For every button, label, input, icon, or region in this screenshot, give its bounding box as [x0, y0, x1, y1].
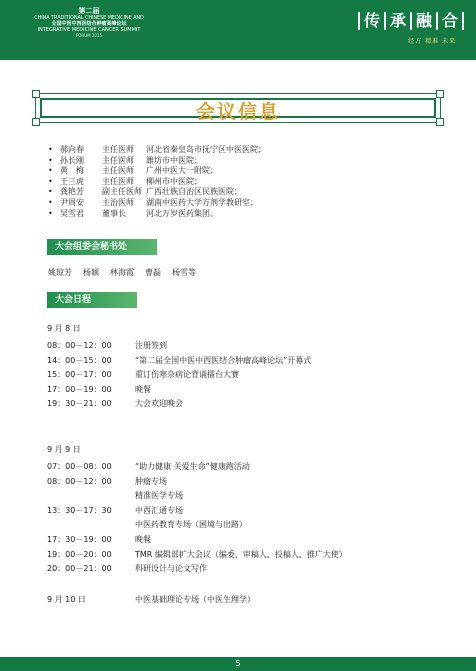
row-time: 08：00－12：00 — [47, 476, 112, 486]
page-title: 会议信息 — [195, 101, 280, 123]
schedule-row — [47, 475, 347, 490]
slogan-char: 合 — [441, 11, 458, 30]
slogan — [358, 12, 464, 45]
row-time — [47, 518, 135, 533]
list-item: • 黄 梅 主任医师 广州中医大一附院； — [48, 166, 218, 176]
slogan-divider — [358, 12, 360, 30]
row-time: 15：00－17：00 — [47, 370, 112, 380]
summit-forum-year: FORUM 2015 — [75, 33, 103, 38]
slogan-divider — [462, 12, 464, 30]
list-item: • 尹周安 主治医师 湖南中医药大学方剂学教研室； — [48, 197, 258, 207]
row-event: 晚餐 — [135, 384, 151, 394]
member-title: 主任医师 — [102, 155, 134, 165]
secretary-name: 曹磊 — [145, 268, 161, 277]
member-org: 柳州市中医院； — [146, 176, 202, 186]
schedule-row — [47, 562, 347, 577]
schedule-row — [47, 548, 347, 563]
schedule-row — [47, 339, 347, 354]
slogan-char: 融 — [415, 11, 432, 30]
schedule-row — [47, 533, 347, 548]
secretary-name: 杨颖 — [83, 268, 99, 277]
row-time: 13：30－17：30 — [47, 505, 112, 515]
list-item: • 王三虎 主任医师 柳州市中医院； — [48, 176, 202, 186]
row-event: 晚餐 — [135, 534, 151, 544]
member-org: 湖南中医药大学方剂学教研室； — [146, 197, 258, 207]
schedule-row — [47, 354, 347, 369]
row-event: 中西汇通专场 — [135, 505, 183, 515]
member-name: 尹周安 — [60, 197, 84, 207]
secretary-name: 杨雪等 — [172, 268, 196, 277]
row-time: 08：00－12：00 — [47, 341, 112, 350]
secretary-name: 姚琼芳 — [48, 268, 72, 277]
member-title: 主任医师 — [102, 145, 134, 154]
row-event: 重订伤寒杂病论背诵擂台大赛 — [135, 370, 239, 380]
row-event: 肿瘤专场 — [135, 476, 167, 486]
schedule — [47, 322, 347, 607]
member-org: 河北省秦皇岛市抚宁区中医医院； — [146, 145, 266, 154]
row-event: 大会欢迎晚会 — [135, 399, 183, 409]
slogan-subtitle: 经方 精准 未来 — [408, 38, 456, 45]
header-banner — [0, 0, 476, 60]
member-list — [48, 145, 266, 219]
row-event: TMR 编辑部扩大会议（编委、审稿人、投稿人、推广大使） — [135, 549, 347, 559]
page-number: 5 — [0, 657, 476, 671]
summit-logo-text — [14, 7, 164, 39]
member-name: 王三虎 — [60, 176, 84, 186]
slogan-divider — [384, 12, 386, 30]
row-event: 精准医学专场 — [135, 491, 183, 501]
row-event: “第二届全国中医中西医结合肿瘤高峰论坛”开幕式 — [135, 355, 312, 365]
slogan-divider — [436, 12, 438, 30]
schedule-row — [47, 489, 347, 504]
schedule-row — [47, 460, 347, 475]
member-org: 广州中医大一附院； — [146, 166, 218, 176]
slogan-char: 承 — [389, 11, 406, 30]
schedule-row — [47, 383, 347, 398]
slogan-char: 传 — [363, 11, 380, 30]
row-time: 14：00－15：00 — [47, 355, 112, 365]
list-item: • 孙长刚 主任医师 潍坊市中医院； — [48, 155, 202, 165]
row-time: 20：00－21：00 — [47, 564, 112, 574]
member-title: 主任医师 — [102, 176, 134, 186]
row-event: 中医药教育专场（困境与出路） — [135, 520, 247, 530]
row-time: 17：30－19：00 — [47, 534, 112, 544]
member-name: 郝向春 — [60, 145, 84, 154]
member-title: 副主任医师 — [102, 187, 142, 197]
row-event: 中医基础理论专场（中医生理学） — [135, 594, 255, 604]
list-item: • 吴雪君 董事长 河北万岁医药集团。 — [48, 208, 218, 218]
list-item: • 郝向春 主任医师 河北省秦皇岛市抚宁区中医医院； — [48, 145, 266, 154]
schedule-row — [47, 518, 347, 533]
member-name: 黄 梅 — [60, 166, 84, 176]
member-title: 董事长 — [102, 208, 126, 218]
member-name: 龚艳芳 — [60, 187, 84, 197]
row-time — [47, 489, 135, 504]
summit-chinese-title: 全国中医中西医结合肿瘤高峰论坛 — [51, 21, 127, 27]
row-time: 17：00－19：00 — [47, 384, 112, 394]
member-org: 广西壮族自治区民族医院； — [146, 187, 242, 197]
summit-edition: 第二届 — [78, 7, 100, 15]
day-date: 9 月 8 日 — [47, 324, 81, 333]
summit-english-title-1: CHINA TRADITIONAL CHINESE MEDICINE AND — [34, 15, 144, 21]
member-org: 潍坊市中医院； — [146, 155, 202, 165]
schedule-row — [47, 593, 347, 608]
member-org: 河北万岁医药集团。 — [146, 208, 218, 218]
schedule-heading: 大会日程 — [47, 292, 137, 308]
secretary-name: 林海霞 — [110, 268, 134, 277]
row-event: “助力健康 关爱生命”健康跑活动 — [135, 461, 250, 471]
slogan-divider — [410, 12, 412, 30]
member-name: 吴雪君 — [60, 208, 84, 218]
member-title: 主治医师 — [102, 197, 134, 207]
member-title: 主任医师 — [102, 166, 134, 176]
secretary-names — [48, 267, 196, 278]
row-event: 科研设计与论文写作 — [135, 564, 207, 574]
title-frame — [35, 93, 441, 123]
day-date: 9 月 9 日 — [47, 444, 81, 454]
day-date: 9 月 10 日 — [47, 594, 86, 604]
schedule-row — [47, 504, 347, 519]
member-name: 孙长刚 — [60, 155, 84, 165]
row-time: 19：30－21：00 — [47, 399, 112, 409]
schedule-row — [47, 368, 347, 383]
row-time: 19：00－20：00 — [47, 549, 112, 559]
row-time: 07：00－08：00 — [47, 461, 112, 471]
secretary-heading: 大会组委会秘书处 — [47, 239, 157, 255]
row-event: 注册签到 — [135, 341, 167, 350]
schedule-row — [47, 397, 347, 412]
list-item: • 龚艳芳 副主任医师 广西壮族自治区民族医院； — [48, 187, 242, 197]
summit-english-title-2: INTEGRATIVE MEDICINE CANCER SUMMIT — [37, 27, 141, 33]
